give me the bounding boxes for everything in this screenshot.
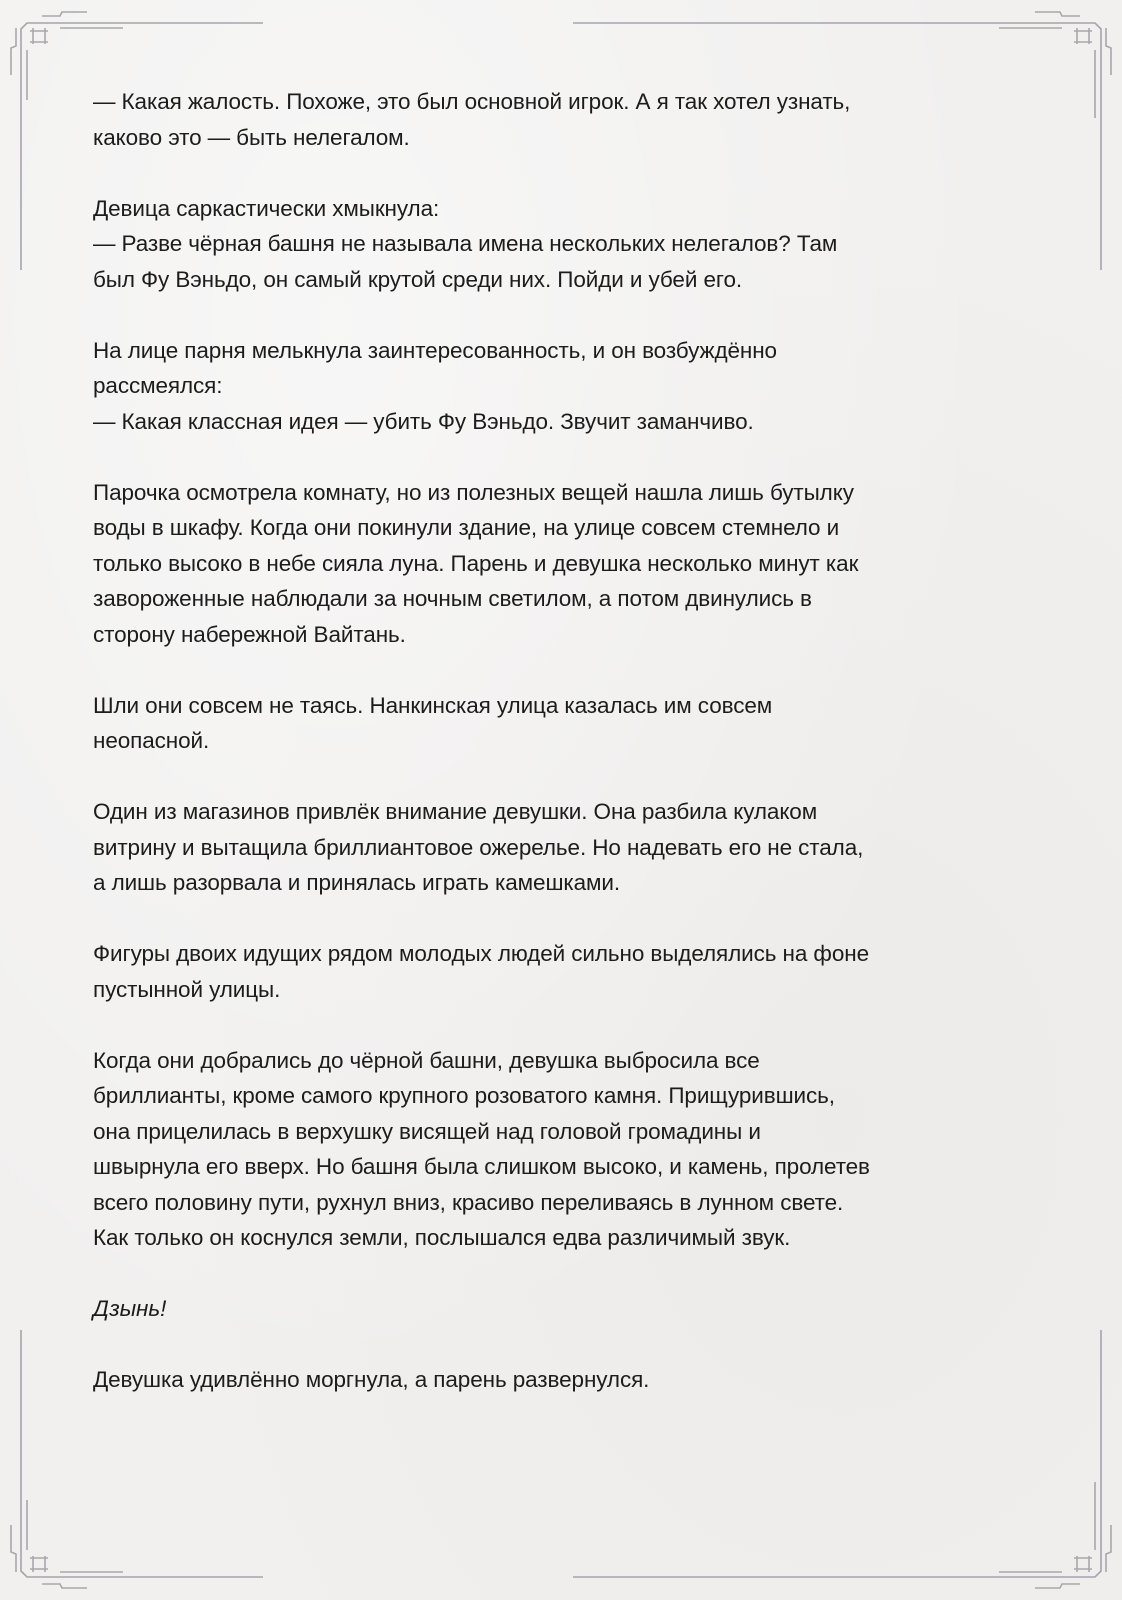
- text-line: Один из магазинов привлёк внимание девушки. Она разбила кулаком: [93, 799, 818, 824]
- text-line: На лице парня мелькнула заинтересованность, и он возбуждённо: [93, 337, 777, 363]
- text-line: завороженные наблюдали за ночным светилом, а потом двинулись в: [93, 586, 812, 611]
- document-body: [93, 84, 1023, 1433]
- text-line: Шли они совсем не таясь. Нанкинская улица казалась им совсем: [93, 692, 773, 718]
- text-line: сторону набережной Вайтань.: [93, 621, 406, 647]
- text-line: был Фу Вэньдо, он самый крутой среди них. Пойди и убей его.: [93, 266, 743, 292]
- sound-effect-paragraph: [93, 1291, 1023, 1327]
- text-line: — Разве чёрная башня не называла имена нескольких нелегалов? Там: [93, 231, 838, 256]
- paragraph: [93, 688, 1023, 759]
- paragraph: [93, 1362, 1023, 1398]
- paragraph: [93, 84, 1023, 155]
- text-line: воды в шкафу. Когда они покинули здание, на улице совсем стемнело и: [93, 515, 840, 540]
- text-line: пустынной улицы.: [93, 976, 281, 1002]
- paragraph: [93, 936, 1023, 1007]
- text-line: — Какая классная идея — убить Фу Вэньдо. Звучит заманчиво.: [93, 408, 754, 434]
- text-line: а лишь разорвала и принялась играть камешками.: [93, 870, 621, 895]
- text-line: швырнула его вверх. Но башня была слишком высоко, и камень, пролетев: [93, 1154, 870, 1179]
- text-line: только высоко в небе сияла луна. Парень и девушка несколько минут как: [93, 550, 859, 576]
- paragraph: [93, 794, 1023, 901]
- text-line: каково это — быть нелегалом.: [93, 124, 410, 150]
- text-line: всего половину пути, рухнул вниз, красиво переливаясь в лунном свете.: [93, 1189, 844, 1215]
- text-line: — Какая жалость. Похоже, это был основной игрок. А я так хотел узнать,: [93, 89, 851, 114]
- text-line: Парочка осмотрела комнату, но из полезных вещей нашла лишь бутылку: [93, 479, 854, 505]
- paragraph: [93, 475, 1023, 653]
- paragraph: [93, 1043, 1023, 1256]
- text-line: неопасной.: [93, 728, 210, 753]
- text-line: Когда они добрались до чёрной башни, девушка выбросила все: [93, 1047, 760, 1073]
- text-line: Фигуры двоих идущих рядом молодых людей сильно выделялись на фоне: [93, 941, 869, 966]
- text-line: Девица саркастически хмыкнула:: [93, 195, 440, 221]
- text-line: бриллианты, кроме самого крупного розоватого камня. Прищурившись,: [93, 1083, 835, 1108]
- text-line: Девушка удивлённо моргнула, а парень развернулся.: [93, 1367, 650, 1392]
- paragraph: [93, 333, 1023, 440]
- sound-effect-text: Дзынь!: [93, 1296, 167, 1321]
- text-line: рассмеялся:: [93, 373, 223, 398]
- text-line: Как только он коснулся земли, послышался едва различимый звук.: [93, 1225, 791, 1250]
- paragraph: [93, 191, 1023, 298]
- text-line: она прицелилась в верхушку висящей над головой громадины и: [93, 1118, 761, 1144]
- text-line: витрину и вытащила бриллиантовое ожерелье. Но надевать его не стала,: [93, 834, 864, 860]
